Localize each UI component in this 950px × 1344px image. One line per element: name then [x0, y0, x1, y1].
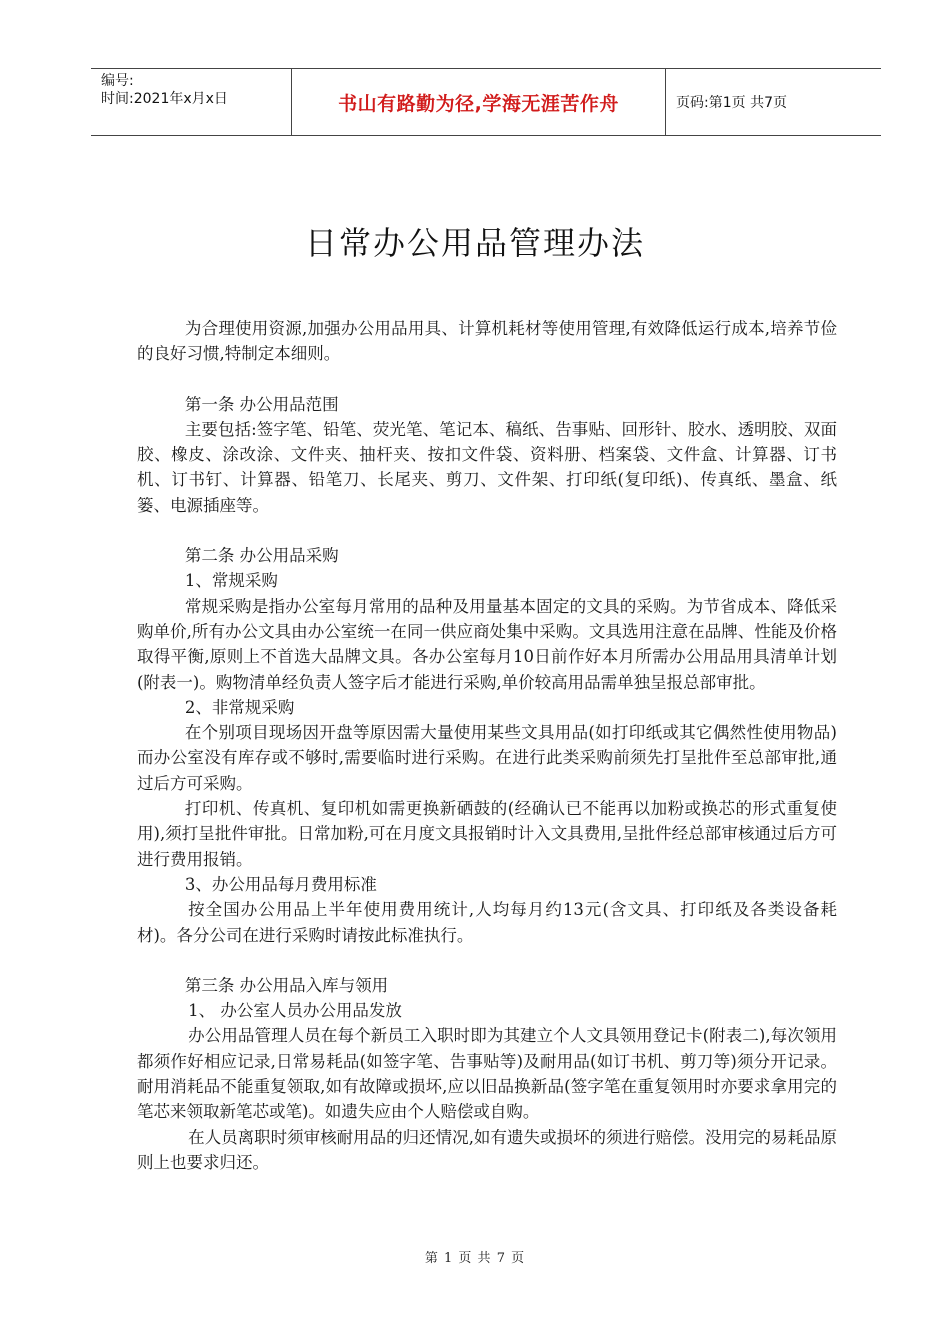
article-2-section-2-heading: 2、非常规采购: [184, 697, 295, 717]
article-3-section-1-body-2: 在人员离职时须审核耐用品的归还情况,如有遗失或损坏的须进行赔偿。没用完的易耗品原则上也要求归还。: [137, 1127, 837, 1172]
article-3-heading: 第三条 办公用品入库与领用: [184, 975, 389, 995]
document-body: [137, 316, 837, 1175]
page-header: [91, 68, 881, 136]
article-2-section-2-body-1: 在个别项目现场因开盘等原因需大量使用某些文具用品(如打印纸或其它偶然性使用物品)而办公室没有库存或不够时,需要临时进行采购。在进行此类采购前须先打呈批件至总部审批,通过后方可采购。: [137, 723, 837, 793]
article-2-section-3-heading: 3、办公用品每月费用标准: [184, 874, 377, 894]
page-footer: 第 1 页 共 7 页: [424, 1251, 526, 1266]
article-1-heading: 第一条 办公用品范围: [184, 394, 339, 414]
intro-paragraph: 为合理使用资源,加强办公用品用具、计算机耗材等使用管理,有效降低运行成本,培养节俭的良好习惯,特制定本细则。: [137, 319, 837, 364]
article-2-section-3-body: 按全国办公用品上半年使用费用统计,人均每月约13元(含文具、打印纸及各类设备耗材)。各分公司在进行采购时请按此标准执行。: [137, 900, 837, 945]
article-2-section-1-body: 常规采购是指办公室每月常用的品种及用量基本固定的文具的采购。为节省成本、降低采购单价,所有办公文具由办公室统一在同一供应商处集中采购。文具选用注意在品牌、性能及价格取得平衡,原则上不首选大品牌文具。各办公室每月10日前作好本月所需办公用品用具清单计划(附表一)。购物清单经负责人签字后才能进行采购,单价较高用品需单独呈报总部审批。: [137, 596, 837, 692]
header-time-label: 时间:2021年x月x日: [101, 91, 228, 107]
header-page-code: 页码:第1页 共7页: [676, 95, 787, 111]
article-3-section-1-body-1: 办公用品管理人员在每个新员工入职时即为其建立个人文具领用登记卡(附表二),每次领用都须作好相应记录,日常易耗品(如签字笔、告事贴等)及耐用品(如订书机、剪刀等)须分开记录。耐用消耗品不能重复领取,如有故障或损坏,应以旧品换新品(签字笔在重复领用时亦要求拿用完的笔芯来领取新笔芯或笔)。如遗失应由个人赔偿或自购。: [137, 1026, 837, 1122]
header-number-label: 编号:: [101, 73, 134, 89]
header-meta: [91, 69, 292, 135]
article-1-body: 主要包括:签字笔、铅笔、荧光笔、笔记本、稿纸、告事贴、回形针、胶水、透明胶、双面胶、橡皮、涂改涂、文件夹、抽杆夹、按扣文件袋、资料册、档案袋、文件盒、计算器、订书机、订书钉、计算器、铅笔刀、长尾夹、剪刀、文件架、打印纸(复印纸)、传真纸、墨盒、纸篓、电源插座等。: [137, 419, 837, 515]
article-2-heading: 第二条 办公用品采购: [184, 546, 339, 566]
document-title: 日常办公用品管理办法: [304, 224, 645, 262]
header-slogan: 书山有路勤为径,学海无涯苦作舟: [292, 69, 666, 135]
article-3-section-1-heading: 1、 办公室人员办公用品发放: [188, 1001, 402, 1021]
article-2-section-1-heading: 1、常规采购: [184, 571, 278, 591]
article-2-section-2-body-2: 打印机、传真机、复印机如需更换新硒鼓的(经确认已不能再以加粉或换芯的形式重复使用),须打呈批件审批。日常加粉,可在月度文具报销时计入文具费用,呈批件经总部审核通过后方可进行费用报销。: [137, 799, 837, 869]
